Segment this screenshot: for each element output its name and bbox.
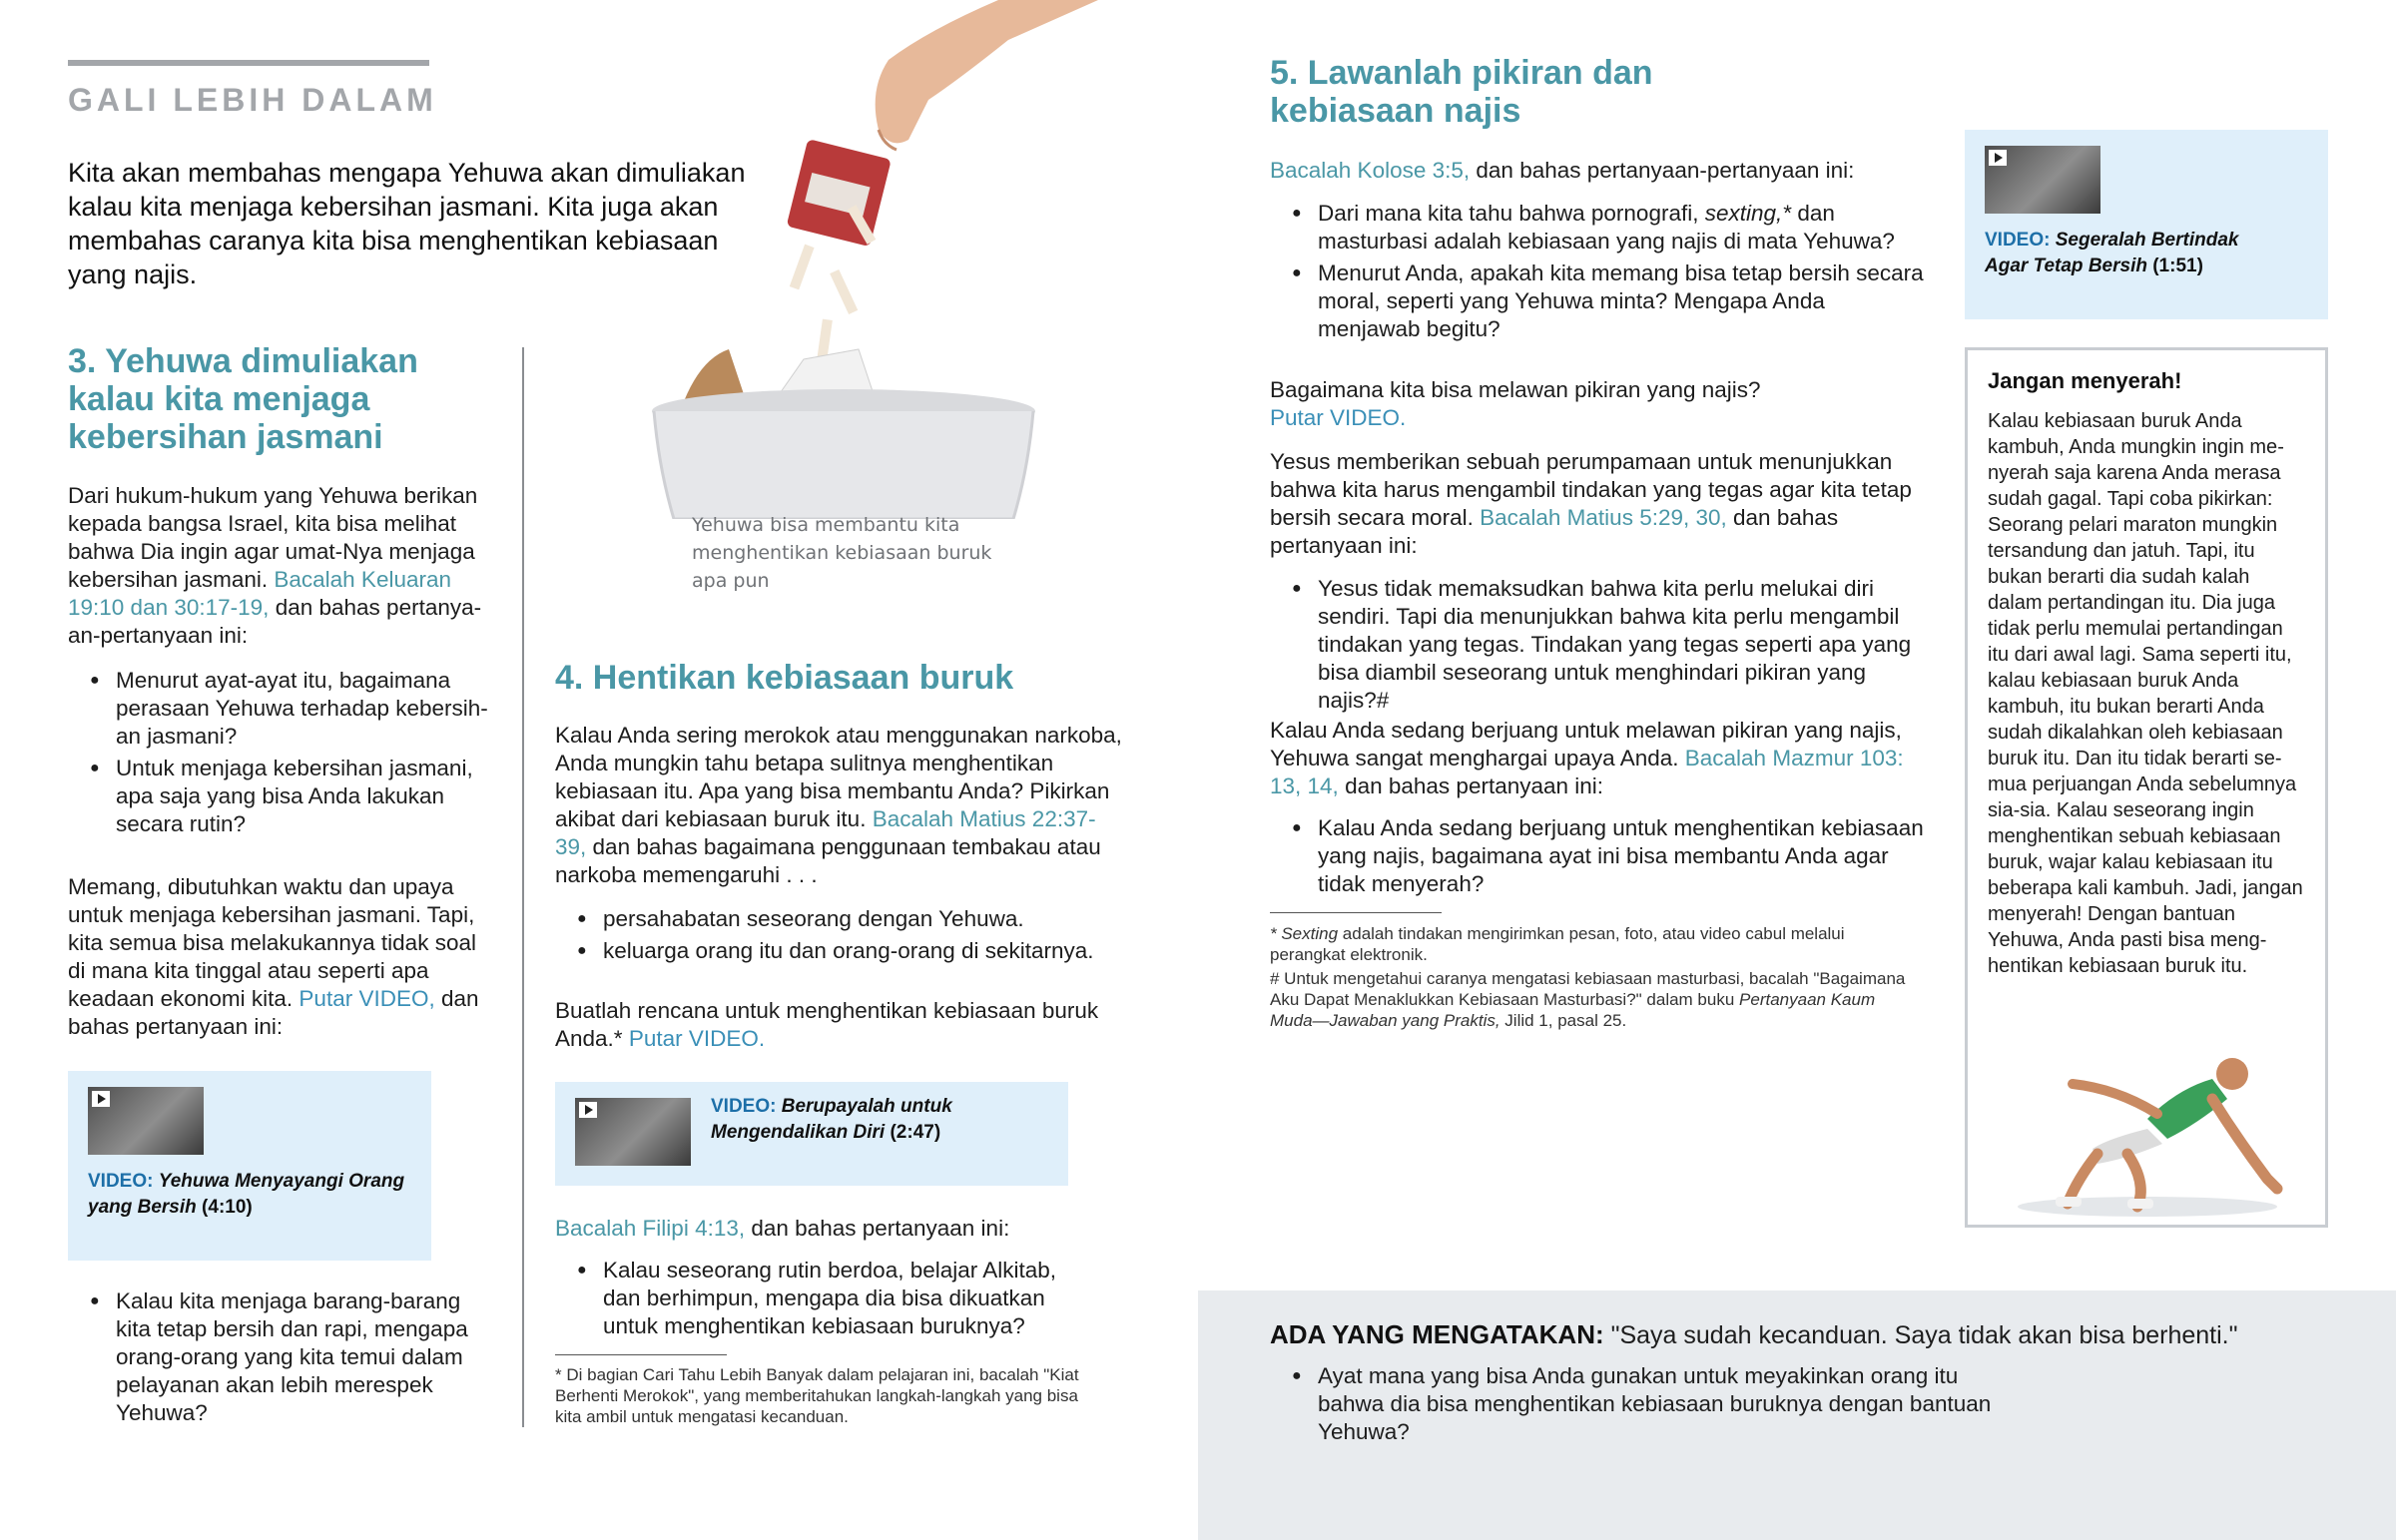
section-3-questions	[68, 667, 497, 842]
scripture-link-matius-22[interactable]: Bacalah Matius 22:37-39,	[555, 806, 1096, 859]
quote-line	[1270, 1318, 2348, 1351]
scripture-link-matius-5[interactable]: Bacalah Matius 5:29, 30,	[1480, 505, 1727, 530]
section-5-paragraph-2: Bagaimana kita bisa melawan pikiran yang najis? Putar VIDEO.	[1270, 377, 1761, 430]
section-4-paragraph-1: Kalau Anda sering merokok atau menggunakan narkoba, Anda mungkin tahu betapa sulitnya menghentikan kebiasaan itu. Apa yang bisa membantu Anda? Pikirkan akibat dari kebiasaan buruk itu. Bacalah Matius 22:37-39, dan bahas bagaimana penggunaan tembakau atau narkoba memengaruhi . . .	[555, 723, 1122, 887]
illustration-caption: Yehuwa bisa membantu kita menghentikan kebiasaan buruk apa pun	[692, 514, 992, 592]
video-card-berupayalah[interactable]	[555, 1082, 1068, 1186]
video-card-yehuwa-menyayangi[interactable]	[68, 1071, 431, 1261]
box-title: Jangan menyerah!	[1988, 368, 2182, 393]
play-video-link[interactable]: Putar VIDEO.	[1270, 405, 1407, 430]
video-card-segeralah[interactable]	[1965, 130, 2328, 319]
video-thumbnail[interactable]	[1985, 146, 2100, 214]
quote-label: ADA YANG MENGATAKAN:	[1270, 1319, 1604, 1349]
section-4-paragraph-3: Bacalah Filipi 4:13, dan bahas pertanyaan ini:	[555, 1216, 1010, 1241]
list-item: ● Menurut Anda, apakah kita memang bisa tetap bersih secara moral, seperti yang Yehuwa minta? Mengapa Anda menjawab begitu?	[1270, 259, 1929, 343]
section-5-questions-1	[1270, 200, 1929, 347]
jangan-menyerah-box	[1965, 347, 2328, 1228]
footnote-sexting: * Sexting adalah tindakan mengirimkan pesan, foto, atau video cabul melalui perangkat elektronik.	[1270, 924, 1845, 964]
video-caption: VIDEO: Berupayalah untuk Mengendalikan Diri (2:47)	[711, 1096, 952, 1143]
footnote-masturbasi: # Untuk mengetahui caranya mengatasi kebiasaan masturbasi, bacalah "Bagaimana Aku Dapat Menaklukkan Kebiasaan Masturbasi?" dalam buku Pertanyaan Kaum Muda—Jawaban yang Praktis, Jilid 1, pasal 25.	[1270, 969, 1906, 1030]
play-icon[interactable]	[579, 1102, 597, 1118]
quote-text: "Saya sudah kecanduan. Saya tidak akan bisa berhenti."	[1610, 1321, 2238, 1349]
list-item: ● persahabatan seseorang dengan Yehuwa.	[555, 905, 1124, 933]
section-label: GALI LEBIH DALAM	[68, 82, 437, 118]
play-icon[interactable]	[92, 1091, 110, 1107]
footnote-section-4: * Di bagian Cari Tahu Lebih Banyak dalam pelajaran ini, bacalah "Kiat Berhenti Merokok", yang memberitahukan langkah-langkah yang bisa kita ambil untuk mengatasi kecanduan.	[555, 1365, 1079, 1426]
footnote-rule	[555, 1354, 727, 1355]
list-item: ● Menurut ayat-ayat itu, bagaimana perasaan Yehuwa terhadap kebersihan jasmani?	[68, 667, 497, 751]
list-item: ● Kalau kita menjaga barang-barang kita tetap bersih dan rapi, mengapa orang-orang yang kita temui dalam pelayanan akan lebih merespek Yehuwa?	[68, 1287, 497, 1427]
scripture-link-mazmur[interactable]: Bacalah Mazmur 103: 13, 14,	[1270, 746, 1904, 798]
section-3-paragraph-2: Memang, dibutuhkan waktu dan upaya untuk menjaga kebersihan jasmani. Tapi, kita semua bisa melakukannya tidak soal di mana kita tinggal atau seperti apa keadaan ekonomi kita. Putar VIDEO, dan bahas pertanyaan ini:	[68, 874, 479, 1039]
list-item: ● Kalau seseorang rutin berdoa, belajar Alkitab, dan berhimpun, mengapa dia bisa dikuatkan untuk menghentikan kebiasaan buruknya?	[555, 1257, 1094, 1340]
video-thumbnail[interactable]	[88, 1087, 204, 1155]
ada-yang-mengatakan-box	[1198, 1290, 2396, 1540]
list-item: ● Ayat mana yang bisa Anda gunakan untuk meyakinkan orang itu bahwa dia bisa menghentikan kebiasaan buruknya dengan bantuan Yehuwa?	[1270, 1362, 2029, 1446]
trash-bin-illustration	[629, 0, 1128, 519]
scripture-link-keluaran[interactable]: Bacalah Keluaran 19:10 dan 30:17-19,	[68, 567, 452, 620]
list-item: ● Dari mana kita tahu bahwa pornografi, sexting,* dan masturbasi adalah kebiasaan yang najis di mata Yehuwa?	[1270, 200, 1929, 256]
video-thumbnail[interactable]	[575, 1098, 691, 1166]
section-3-title: 3. Yehuwa dimuliakan kalau kita menjaga kebersihan jasmani	[68, 342, 418, 456]
list-item: ● keluarga orang itu dan orang-orang di sekitarnya.	[555, 937, 1124, 965]
section-4-questions	[555, 1257, 1094, 1344]
column-divider	[522, 347, 524, 1427]
section-5-questions-2	[1270, 575, 1929, 719]
section-5-questions-3	[1270, 814, 1929, 902]
video-caption: VIDEO: Segeralah Bertindak Agar Tetap Bersih (1:51)	[1985, 230, 2239, 276]
list-item: ● Kalau Anda sedang berjuang untuk menghentikan kebiasaan yang najis, bagaimana ayat ini bisa membantu Anda agar tidak menyerah?	[1270, 814, 1929, 898]
box-text: Kalau kebiasaan buruk Anda kambuh, Anda mungkin ingin menyerah saja karena Anda merasa sudah gagal. Tapi coba pikirkan: Seorang pelari maraton mungkin tersandung dan jatuh. Tapi, itu bukan berarti dia sudah kalah dalam pertandingan itu. Dia juga tidak perlu memulai pertandingan itu dari awal lagi. Sama seperti itu, kalau kebiasaan buruk Anda kambuh, itu bukan berarti Anda sudah dikalahkan oleh kebiasaan buruk itu. Dan itu tidak berarti semua perjuangan Anda sebelumnya sia-sia. Kalau seseorang ingin menghentikan sebuah kebiasaan buruk, wajar kalau kebiasaan itu beberapa kali kambuh. Jadi, jangan menyerah! Dengan bantuan Yehuwa, Anda pasti bisa menghentikan kebiasaan buruk itu.	[1988, 410, 2303, 977]
section-5-paragraph-4: Kalau Anda sedang berjuang untuk melawan pikiran yang najis, Yehuwa sangat menghargai upaya Anda. Bacalah Mazmur 103: 13, 14, dan bahas pertanyaan ini:	[1270, 718, 1904, 798]
scripture-link-kolose[interactable]: Bacalah Kolose 3:5,	[1270, 158, 1471, 183]
section-3-paragraph-1: Dari hukum-hukum yang Yehuwa berikan kepada bangsa Israel, kita bisa melihat bahwa Dia ingin agar umat-Nya menjaga kebersihan jasmani. Bacalah Keluaran 19:10 dan 30:17-19, dan bahas pertanyaan-pertanyaan ini:	[68, 483, 482, 648]
intro-text: Kita akan membahas mengapa Yehuwa akan dimuliakan kalau kita menjaga kebersihan jasmani. Kita juga akan membahas caranya kita bisa menghentikan kebiasaan yang najis.	[68, 158, 746, 289]
video-caption: VIDEO: Yehuwa Menyayangi Orang yang Bersih (4:10)	[88, 1171, 405, 1218]
quote-questions	[1270, 1362, 2029, 1450]
section-3-questions-2	[68, 1287, 497, 1431]
header-rule	[68, 60, 429, 66]
play-icon[interactable]	[1989, 150, 2007, 166]
play-video-link[interactable]: Putar VIDEO,	[299, 986, 435, 1011]
runner-illustration	[1998, 1029, 2297, 1219]
section-4-list	[555, 905, 1124, 969]
section-4-title: 4. Hentikan kebiasaan buruk	[555, 659, 1014, 697]
list-item: ● Yesus tidak memaksudkan bahwa kita perlu melukai diri sendiri. Tapi dia menunjukkan bahwa kita perlu mengambil tindakan yang tegas. Tindakan yang tegas seperti apa yang bisa diambil seseorang untuk menghindari pikiran yang najis?#	[1270, 575, 1929, 715]
footnote-rule	[1270, 912, 1442, 913]
scripture-link-filipi[interactable]: Bacalah Filipi 4:13,	[555, 1216, 746, 1241]
trash-illustration	[629, 0, 1128, 519]
section-4-paragraph-2: Buatlah rencana untuk menghentikan kebiasaan buruk Anda.* Putar VIDEO.	[555, 998, 1099, 1051]
list-item: ● Untuk menjaga kebersihan jasmani, apa saja yang bisa Anda lakukan secara rutin?	[68, 755, 497, 838]
play-video-link[interactable]: Putar VIDEO.	[628, 1026, 766, 1051]
section-5-paragraph-3: Yesus memberikan sebuah perumpamaan untuk menunjukkan bahwa kita harus mengambil tindakan yang tegas agar kita tetap bersih secara moral. Bacalah Matius 5:29, 30, dan bahas pertanyaan ini:	[1270, 449, 1912, 558]
section-5-title: 5. Lawanlah pikiran dan kebiasaan najis	[1270, 54, 1653, 130]
section-5-paragraph-1: Bacalah Kolose 3:5, dan bahas pertanyaan-pertanyaan ini:	[1270, 158, 1855, 183]
